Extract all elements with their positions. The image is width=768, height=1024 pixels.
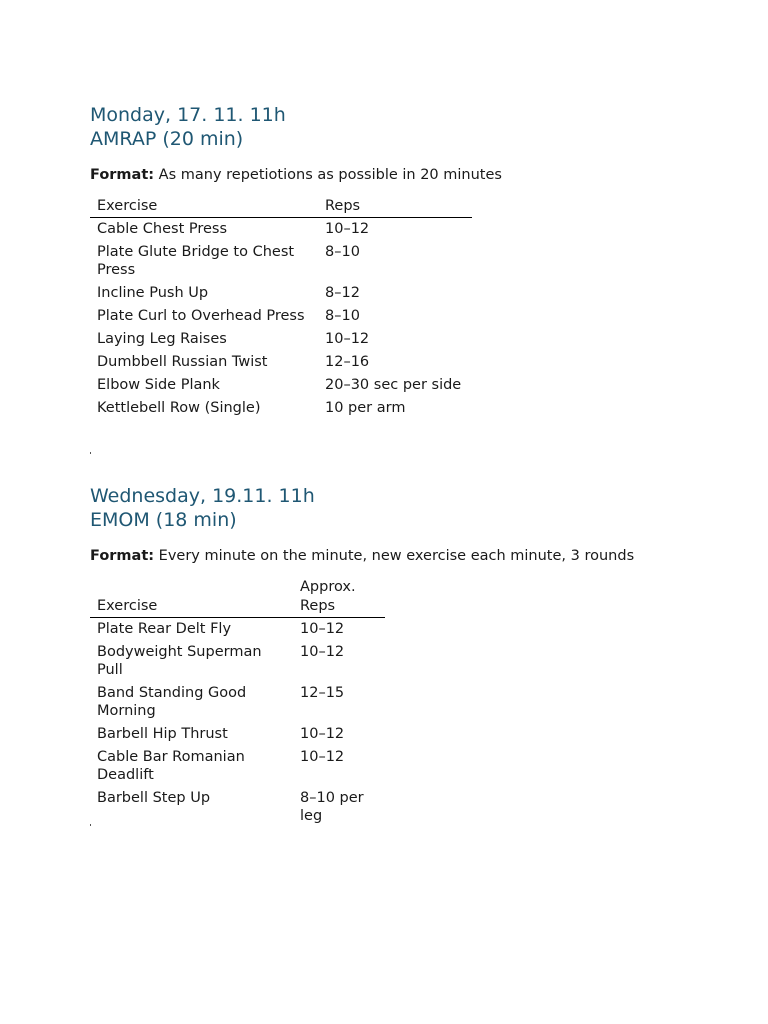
reps-cell: 10–12: [325, 331, 370, 347]
section-heading: [90, 103, 502, 151]
reps-cell: 12–15: [300, 685, 345, 701]
reps-cell: 10–12: [300, 644, 345, 660]
table-row: [90, 723, 385, 746]
format-label: Format:: [90, 167, 155, 183]
column-header-reps: Reps: [318, 197, 472, 218]
reps-cell: 10–12: [325, 221, 370, 237]
section-wednesday: [90, 484, 634, 828]
exercise-cell: Incline Push Up: [97, 285, 209, 301]
exercise-cell: Cable Chest Press: [97, 221, 228, 237]
table-header-row: [90, 197, 472, 218]
format-text: As many repetiotions as possible in 20 minutes: [154, 167, 502, 183]
reps-cell: 20–30 sec per side: [325, 377, 462, 393]
table-row: [90, 282, 472, 305]
table-row: [90, 641, 385, 682]
exercise-cell: Laying Leg Raises: [97, 331, 227, 347]
column-header-reps: Approx. Reps: [293, 578, 385, 618]
exercise-cell: Cable Bar Romanian Deadlift: [97, 749, 245, 783]
table-row: [90, 618, 385, 642]
exercise-cell: Barbell Step Up: [97, 790, 211, 806]
heading-day-time: Wednesday, 19.11. 11h: [90, 485, 315, 507]
table-row: [90, 682, 385, 723]
exercise-cell: Barbell Hip Thrust: [97, 726, 228, 742]
exercise-table: [90, 197, 472, 420]
exercise-cell: Plate Glute Bridge to Chest Press: [97, 244, 295, 278]
section-monday: [90, 103, 502, 420]
heading-workout-type: AMRAP (20 min): [90, 128, 244, 150]
table-row: [90, 746, 385, 787]
table-row: [90, 328, 472, 351]
table-row: [90, 241, 472, 282]
reps-cell: 8–10 per leg: [300, 790, 364, 824]
column-header-exercise: Exercise: [90, 197, 318, 218]
table-row: [90, 351, 472, 374]
reps-cell: 10–12: [300, 749, 345, 765]
reps-cell: 8–12: [325, 285, 360, 301]
table-row: [90, 374, 472, 397]
exercise-cell: Band Standing Good Morning: [97, 685, 247, 719]
table-header-row: [90, 578, 385, 618]
table-row: [90, 305, 472, 328]
format-label: Format:: [90, 548, 155, 564]
table-row: [90, 218, 472, 242]
exercise-cell: Elbow Side Plank: [97, 377, 220, 393]
table-row: [90, 787, 385, 828]
section-heading: [90, 484, 634, 532]
column-header-exercise: Exercise: [90, 578, 293, 618]
heading-day-time: Monday, 17. 11. 11h: [90, 104, 286, 126]
paragraph-marker: [90, 452, 91, 454]
exercise-cell: Plate Rear Delt Fly: [97, 621, 232, 637]
exercise-table: [90, 578, 385, 828]
heading-workout-type: EMOM (18 min): [90, 509, 237, 531]
reps-cell: 8–10: [325, 244, 360, 260]
reps-cell: 10–12: [300, 726, 345, 742]
paragraph-marker: [90, 824, 91, 826]
table-row: [90, 397, 472, 420]
reps-cell: 10–12: [300, 621, 345, 637]
exercise-cell: Plate Curl to Overhead Press: [97, 308, 305, 324]
exercise-cell: Kettlebell Row (Single): [97, 400, 261, 416]
reps-cell: 8–10: [325, 308, 360, 324]
reps-cell: 10 per arm: [325, 400, 406, 416]
reps-cell: 12–16: [325, 354, 370, 370]
exercise-cell: Dumbbell Russian Twist: [97, 354, 268, 370]
format-line: [90, 547, 634, 565]
exercise-cell: Bodyweight Superman Pull: [97, 644, 262, 678]
format-text: Every minute on the minute, new exercise each minute, 3 rounds: [154, 548, 635, 564]
format-line: [90, 166, 502, 184]
